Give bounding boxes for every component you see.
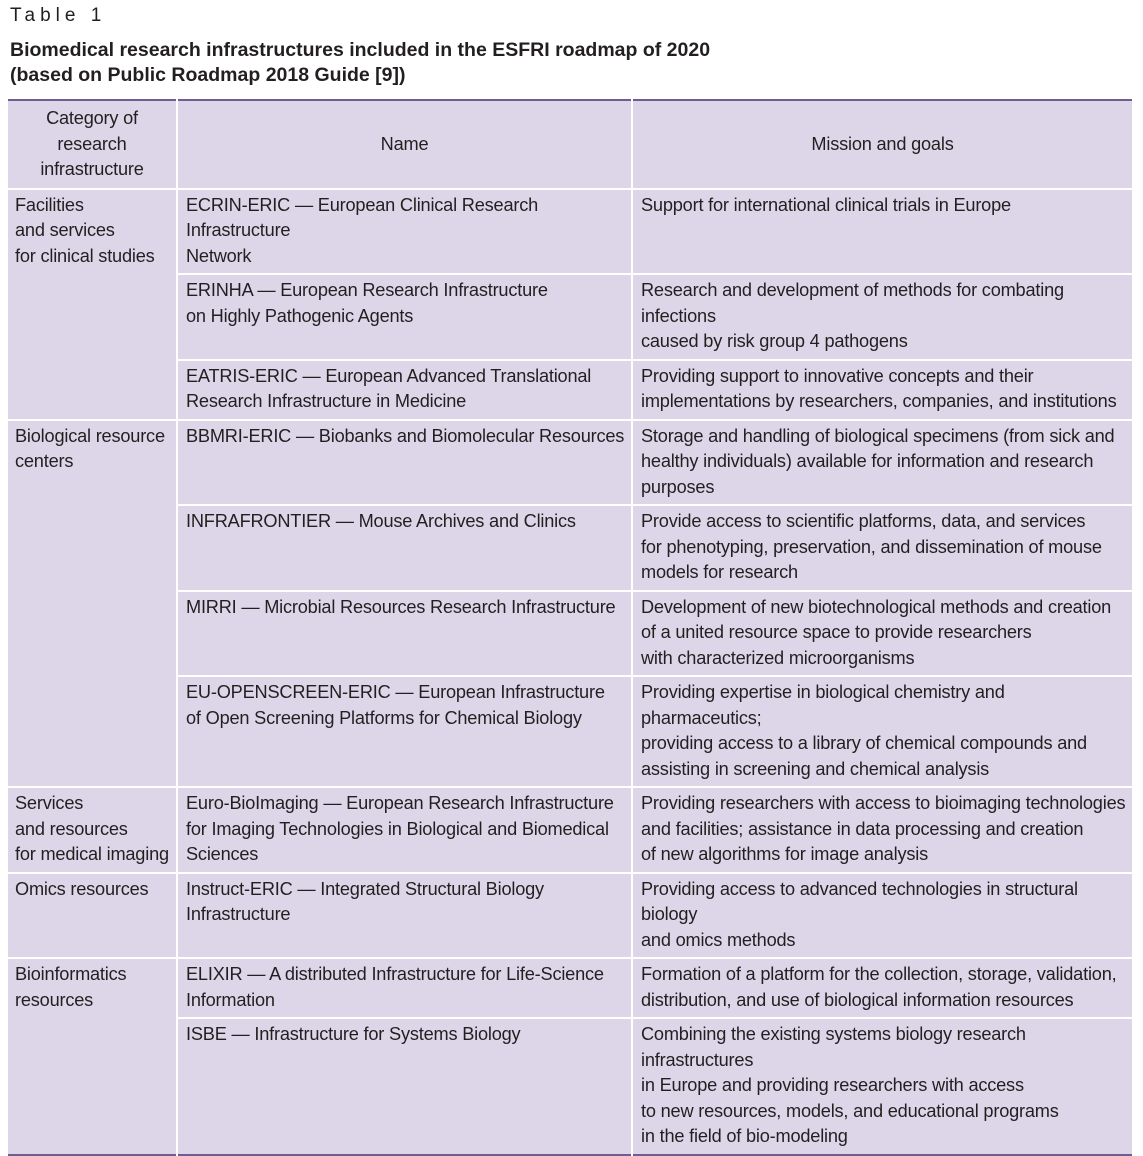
mission-cell: Storage and handling of biological specimens (from sick and healthy individuals) available for information and research purposes <box>632 420 1132 506</box>
infrastructure-table <box>8 99 1132 1156</box>
category-cell: Bioinformatics resources <box>8 958 177 1155</box>
table-header-row <box>8 100 1132 189</box>
table-row <box>8 1018 1132 1155</box>
name-cell: ISBE — Infrastructure for Systems Biology <box>177 1018 632 1155</box>
name-cell: MIRRI — Microbial Resources Research Infrastructure <box>177 591 632 677</box>
mission-cell: Research and development of methods for combating infections caused by risk group 4 pathogens <box>632 274 1132 360</box>
name-cell: INFRAFRONTIER — Mouse Archives and Clinics <box>177 505 632 591</box>
table-label: Table 1 <box>10 5 107 26</box>
name-cell: Euro-BioImaging — European Research Infrastructure for Imaging Technologies in Biological and Biomedical Sciences <box>177 787 632 873</box>
header-category: Category of research infrastructure <box>8 100 177 189</box>
table-caption: Biomedical research infrastructures included in the ESFRI roadmap of 2020 (based on Public Roadmap 2018 Guide [9]) <box>10 39 711 86</box>
mission-cell: Providing support to innovative concepts and their implementations by researchers, companies, and institutions <box>632 360 1132 420</box>
table-row <box>8 958 1132 1018</box>
name-cell: ELIXIR — A distributed Infrastructure for Life-Science Information <box>177 958 632 1018</box>
table-row <box>8 787 1132 873</box>
mission-cell: Provide access to scientific platforms, data, and services for phenotyping, preservation, and dissemination of mouse models for research <box>632 505 1132 591</box>
table-row <box>8 591 1132 677</box>
name-cell: Instruct-ERIC — Integrated Structural Biology Infrastructure <box>177 873 632 959</box>
table-row <box>8 420 1132 506</box>
header-name: Name <box>177 100 632 189</box>
table-row <box>8 360 1132 420</box>
category-cell: Facilities and services for clinical studies <box>8 189 177 420</box>
table-row <box>8 676 1132 787</box>
category-cell: Services and resources for medical imaging <box>8 787 177 873</box>
name-cell: ECRIN-ERIC — European Clinical Research Infrastructure Network <box>177 189 632 275</box>
mission-cell: Providing researchers with access to bioimaging technologies and facilities; assistance in data processing and creation of new algorithms for image analysis <box>632 787 1132 873</box>
table-row <box>8 189 1132 275</box>
mission-cell: Providing expertise in biological chemistry and pharmaceutics; providing access to a library of chemical compounds and assisting in screening and chemical analysis <box>632 676 1132 787</box>
mission-cell: Combining the existing systems biology research infrastructures in Europe and providing researchers with access to new resources, models, and educational programs in the field of bio-modeling <box>641 1024 1059 1146</box>
table-row <box>8 274 1132 360</box>
mission-cell: Development of new biotechnological methods and creation of a united resource space to provide researchers with characterized microorganisms <box>632 591 1132 677</box>
mission-cell: Support for international clinical trials in Europe <box>632 189 1132 275</box>
name-cell: BBMRI-ERIC — Biobanks and Biomolecular Resources <box>177 420 632 506</box>
name-cell: ERINHA — European Research Infrastructure on Highly Pathogenic Agents <box>177 274 632 360</box>
header-mission: Mission and goals <box>811 133 954 154</box>
category-cell: Biological resource centers <box>8 420 177 788</box>
name-cell: EATRIS-ERIC — European Advanced Translational Research Infrastructure in Medicine <box>177 360 632 420</box>
name-cell: EU-OPENSCREEN-ERIC — European Infrastructure of Open Screening Platforms for Chemical Biology <box>177 676 632 787</box>
category-cell: Omics resources <box>8 873 177 959</box>
table-row <box>8 873 1132 959</box>
table-row <box>8 505 1132 591</box>
mission-cell: Formation of a platform for the collection, storage, validation, distribution, and use of biological information resources <box>632 958 1132 1018</box>
mission-cell: Providing access to advanced technologies in structural biology and omics methods <box>632 873 1132 959</box>
